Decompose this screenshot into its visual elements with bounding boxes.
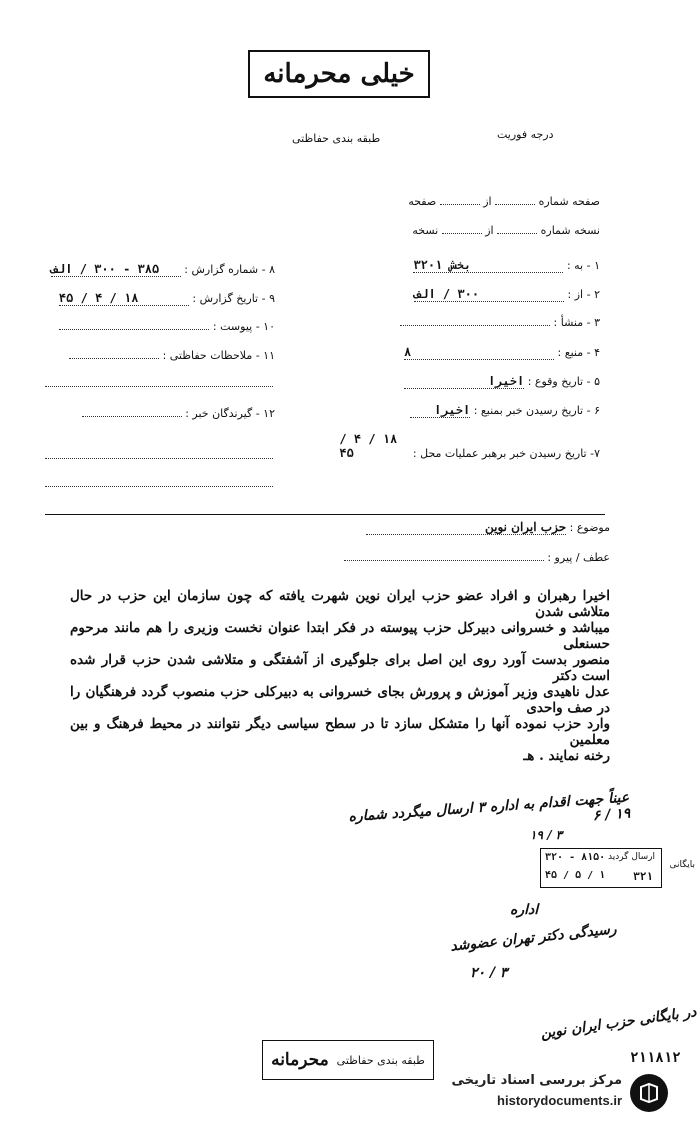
field-source-date — [390, 403, 600, 418]
signature-handwriting: رسیدگی دکتر تهران عضوشد — [449, 921, 618, 955]
archive-note: در بایگانی حزب ایران نوین — [539, 1004, 698, 1042]
field-label: ۸ - شماره گزارش : — [184, 263, 275, 276]
page-number-row — [392, 195, 600, 208]
field-label: ۱۰ - پیوست : — [212, 320, 275, 333]
field-label: ۳ - منشأ : — [553, 316, 600, 329]
signature-office: اداره — [510, 902, 539, 918]
archive-logo-mark-icon — [637, 1081, 661, 1105]
classification-stamp: خیلی محرمانه — [248, 50, 430, 98]
registration-number-2: ۳۲۱ — [633, 870, 653, 883]
field-label: ۱ - به : — [566, 259, 600, 272]
body-line: منصور بدست آورد روی این اصل برای جلوگیری از آشفتگی و متلاشی شدن حزب قرار شده است دکتر — [70, 652, 610, 684]
field-value — [59, 329, 209, 330]
field-label: ۱۲ - گیرندگان خبر : — [185, 407, 275, 420]
field-value: ۳۸۵ - ۳۰۰ / الف — [51, 262, 181, 277]
field-label: ۵ - تاریخ وقوع : — [527, 375, 600, 388]
page-of: از — [483, 195, 492, 208]
body-line: رخنه نمایند . هـ — [523, 748, 610, 764]
body-line: عدل ناهیدی وزیر آموزش و پرورش بجای خسروانی به دبیرکلی حزب منصوب گردد فرهنگیان را در صف واحدی — [70, 684, 610, 716]
archive-number: ۲۱۱۸۱۲ — [630, 1050, 681, 1066]
signature-date: ۳ / ۲۰ — [470, 965, 508, 981]
field-value: ۸ — [404, 345, 554, 360]
archive-logo-icon — [630, 1074, 668, 1112]
body-line: اخیرا رهبران و افراد عضو حزب ایران نوین شهرت یافته که چون سازمان این حزب در حال متلاشی شدن — [70, 588, 610, 620]
field-label: ۱۱ - ملاحظات حفاظتی : — [162, 349, 275, 362]
field-value: اخیرا — [410, 403, 470, 418]
copy-unit: نسخه — [412, 224, 439, 237]
subject-row — [340, 520, 610, 535]
copy-number-row — [392, 224, 600, 237]
page-unit: صفحه — [408, 195, 437, 208]
bottom-stamp-label: طبقه بندی حفاظتی — [336, 1053, 425, 1067]
copy-of: از — [485, 224, 494, 237]
field-label: ۷- تاریخ رسیدن خبر برهبر عملیات محل : — [412, 447, 600, 460]
field-label: ۶ - تاریخ رسیدن خبر بمنبع : — [473, 404, 600, 417]
field-value: ۱۸ / ۴ / ۴۵ — [59, 291, 189, 306]
bottom-stamp-value: محرمانه — [271, 1050, 329, 1070]
field-label: ۴ - منبع : — [557, 346, 600, 359]
field-from — [390, 287, 600, 302]
field-value — [69, 358, 159, 359]
blank-line — [45, 472, 273, 487]
field-value: ۱۸ / ۴ / ۴۵ — [339, 432, 398, 460]
field-ops-date — [330, 432, 600, 460]
field-value: بخش ۳۲۰۱ — [413, 258, 563, 273]
reference-row — [340, 551, 610, 564]
watermark-title: مرکز بررسی اسناد تاریخی — [451, 1073, 622, 1088]
copy-label: نسخه شماره — [540, 224, 600, 237]
field-label: ۲ - از : — [567, 288, 600, 301]
subject-value: حزب ایران نوین — [366, 520, 566, 535]
page-label: صفحه شماره — [538, 195, 600, 208]
field-report-date — [45, 291, 275, 306]
blank-line — [45, 372, 273, 387]
registration-side-label: بایگانی — [669, 860, 695, 870]
field-label: ۹ - تاریخ گزارش : — [192, 292, 275, 305]
blank-line — [45, 444, 273, 459]
field-to — [390, 258, 600, 273]
field-recipients — [45, 407, 275, 420]
field-security-notes — [45, 349, 275, 362]
registration-stamp — [540, 848, 662, 888]
security-classification-label: طبقه بندی حفاظتی — [292, 132, 381, 145]
field-attachment — [45, 320, 275, 333]
registration-number: ۳۲۰ - ۸۱۵۰ — [545, 852, 606, 863]
bottom-classification-stamp — [262, 1040, 434, 1080]
field-value: ۳۰۰ / الف — [414, 287, 564, 302]
field-value: اخیرا — [404, 374, 524, 389]
body-line: وارد حزب نموده آنها را متشکل سازد تا در سطح سیاسی دیگر نتوانند در محیط فرهنگ و بین معلمین — [70, 716, 610, 748]
registration-sub-label: ارسال گردید — [607, 852, 655, 862]
registration-date: ۴۵ / ۵ / ۱ — [545, 870, 606, 881]
handwritten-initials: ۳ / ۱۹ — [530, 828, 563, 842]
field-report-number — [45, 262, 275, 277]
handwritten-note: عیناً جهت اقدام به اداره ۳ ارسال میگردد شماره ۱۹ / ۶ — [348, 789, 631, 826]
body-line: میباشد و خسروانی دبیرکل حزب پیوسته در فکر ابتدا عنوان نخست وزیری را هم مانند مرحوم حسنعلی — [70, 620, 610, 652]
field-event-date — [390, 374, 600, 389]
reference-label: عطف / پیرو : — [547, 551, 610, 564]
field-source — [390, 345, 600, 360]
divider — [45, 514, 605, 515]
priority-label: درجه فوریت — [497, 128, 554, 141]
watermark-url: historydocuments.ir — [497, 1093, 622, 1108]
field-value — [82, 416, 182, 417]
field-value — [400, 325, 550, 326]
field-origin — [390, 316, 600, 329]
subject-label: موضوع : — [569, 521, 610, 534]
